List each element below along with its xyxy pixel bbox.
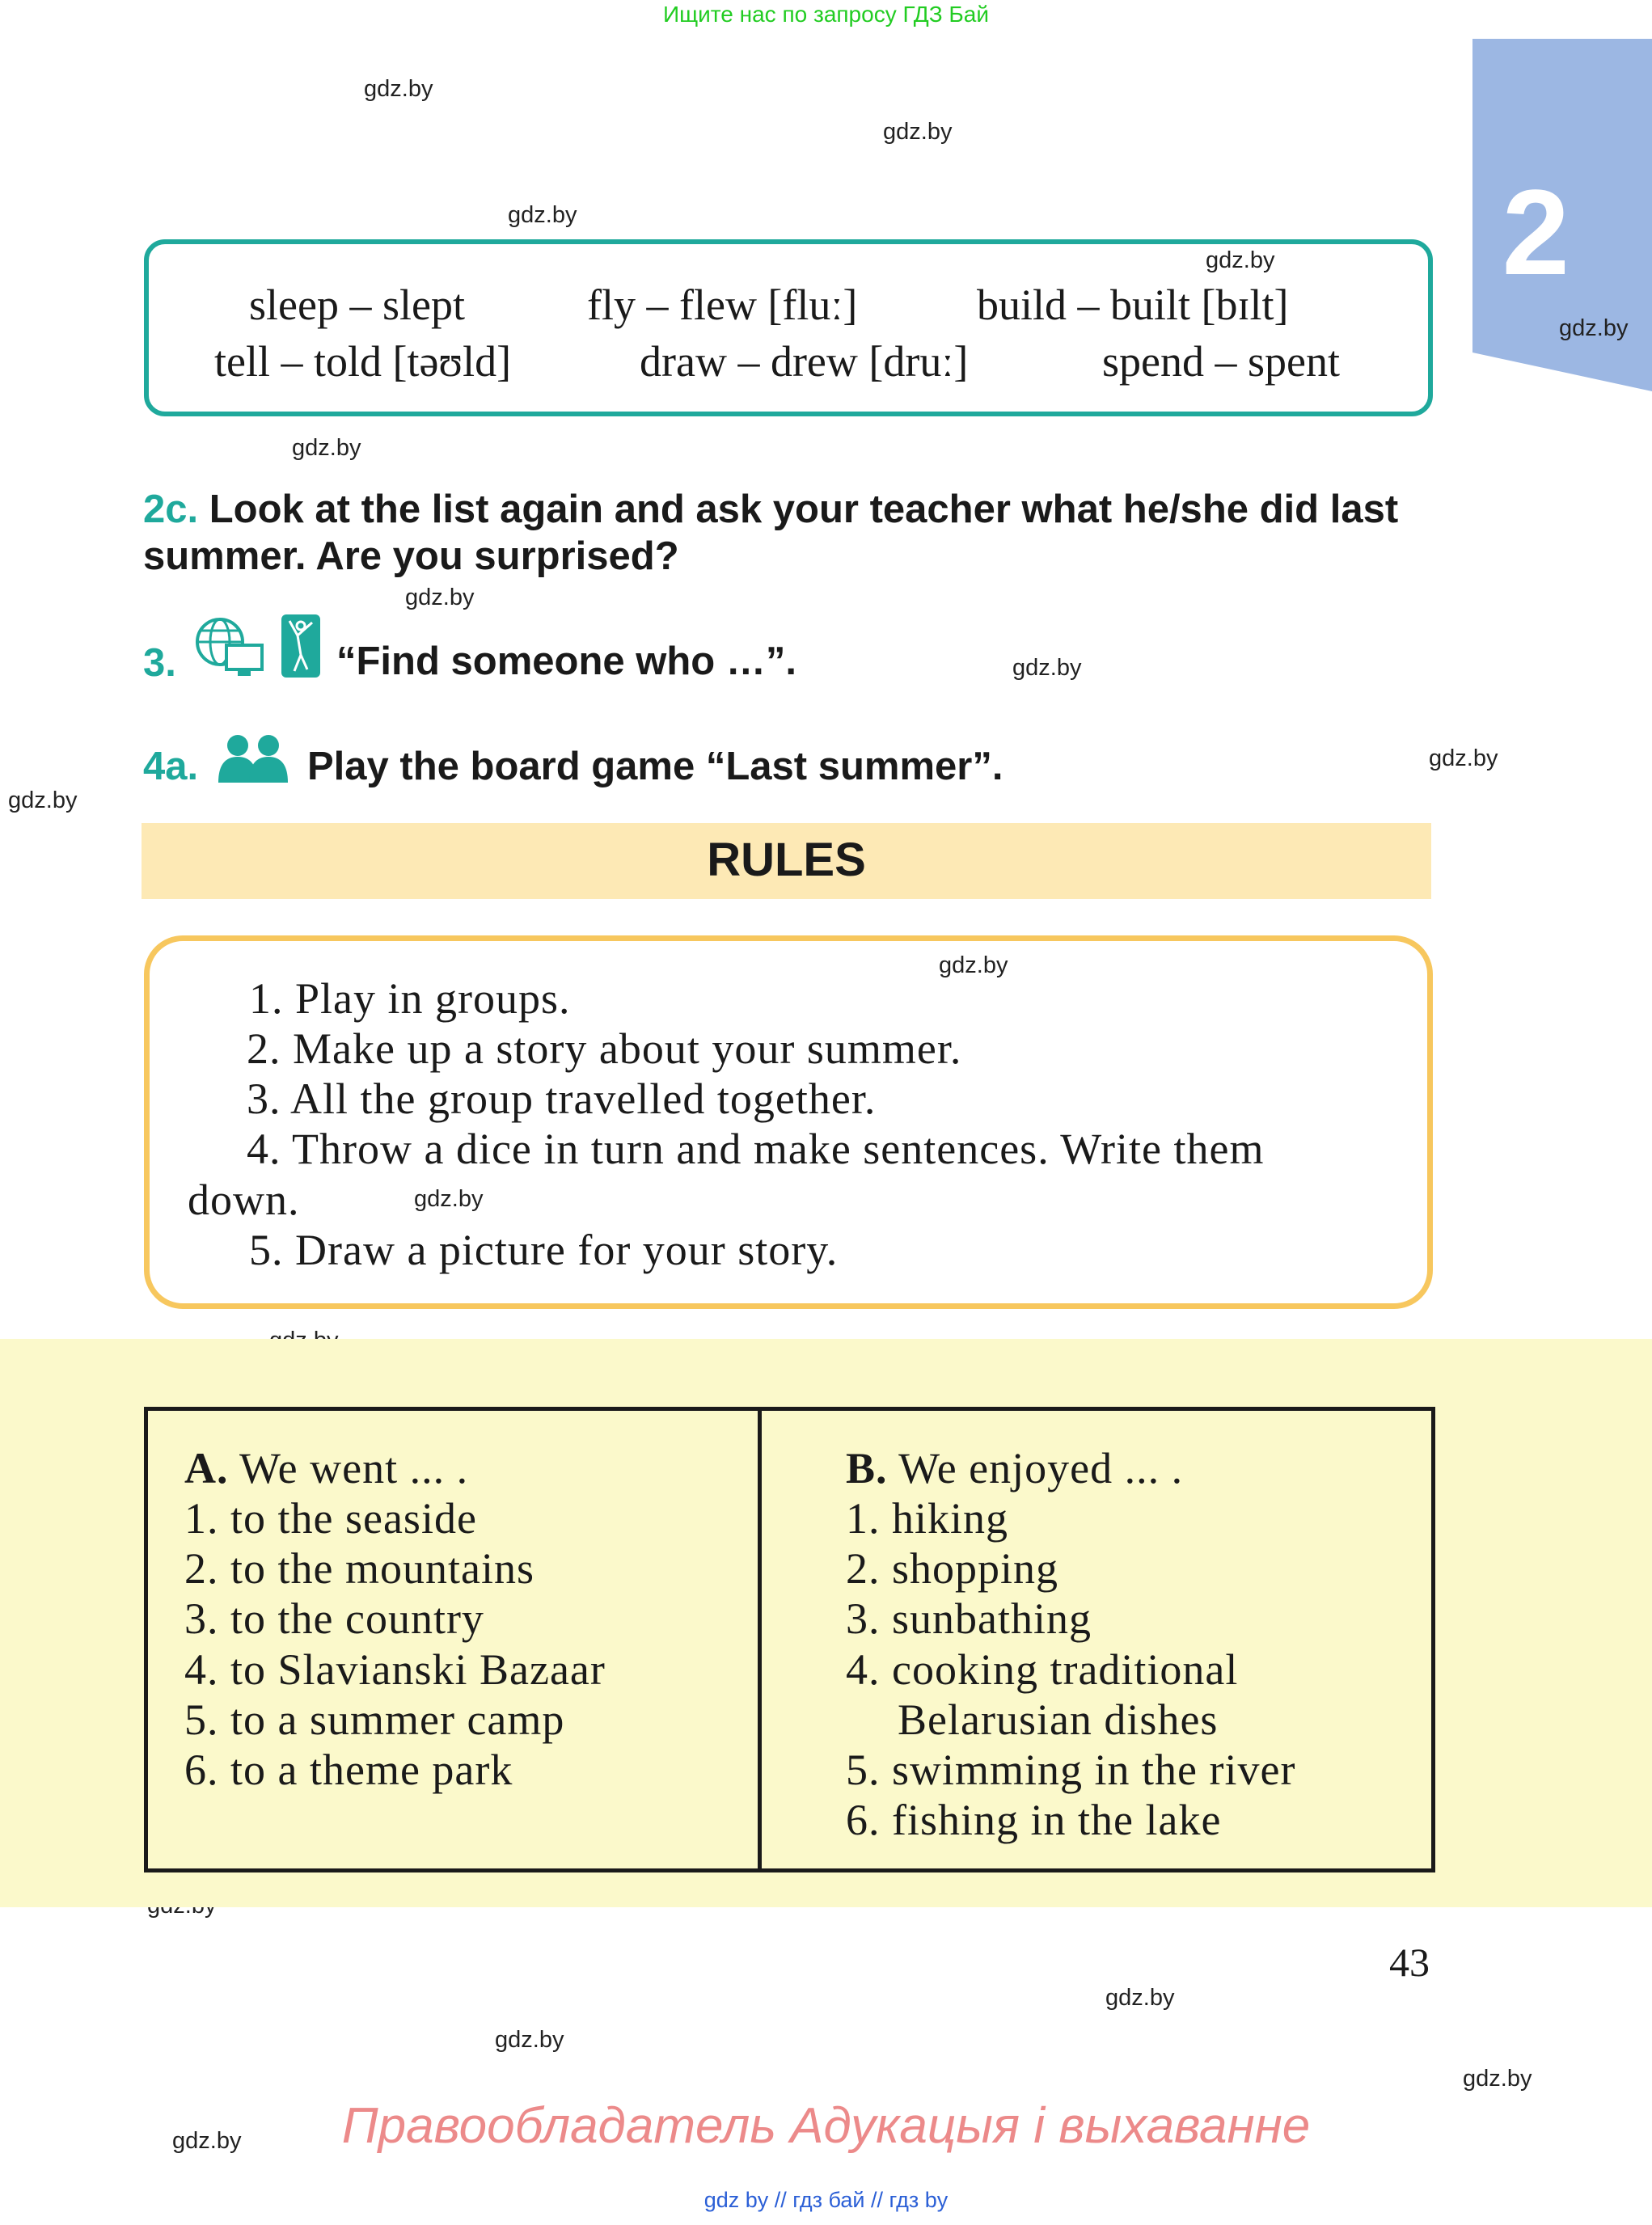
watermark: gdz.by [495,2027,564,2053]
watermark: gdz.by [508,202,577,228]
person-activity-icon [281,614,320,678]
rule-item: down. [188,1176,300,1224]
watermark: gdz.by [292,435,361,461]
watermark: gdz.by [1012,655,1082,681]
task-3-text: “Find someone who …”. [336,640,796,683]
table-divider [758,1407,762,1872]
task-2c-line1 [143,487,1398,532]
verb-pair: sleep – slept [249,281,465,329]
column-a-header: A. We went ... . [184,1444,469,1492]
column-b-item: 4. cooking traditional [846,1645,1239,1694]
task-text: Look at the list again and ask your teacher what he/she did last [209,488,1399,531]
unit-number: 2 [1502,164,1570,300]
footer-links[interactable]: gdz by // гдз бай // гдз by [703,2188,949,2212]
watermark: gdz.by [8,787,78,813]
pair-work-icon [217,733,289,784]
copyright-notice: Правообладатель Адукацыя і выхаванне [341,2098,1311,2154]
rules-title: RULES [707,834,866,886]
column-a-item: 1. to the seaside [184,1494,477,1543]
column-b-item: 6. fishing in the lake [846,1796,1222,1844]
watermark: gdz.by [364,76,433,102]
rule-item: 4. Throw a dice in turn and make sentences. Write them [247,1125,1265,1173]
watermark: gdz.by [1463,2066,1532,2092]
rule-item: 2. Make up a story about your summer. [247,1024,962,1073]
task-4a-text: Play the board game “Last summer”. [307,745,1003,788]
column-b-item: 1. hiking [846,1494,1009,1543]
rule-item: 5. Draw a picture for your story. [249,1226,839,1274]
verb-pair: tell – told [təʊld] [214,337,512,386]
column-b-item: 3. sunbathing [846,1594,1092,1643]
verb-pair: build – built [bɪlt] [977,281,1289,329]
watermark: gdz.by [1105,1985,1175,2011]
verb-pair: fly – flew [fluː] [587,281,858,329]
watermark: gdz.by [1559,315,1629,341]
column-a-item: 6. to a theme park [184,1746,513,1794]
watermark: gdz.by [883,119,953,145]
page-number: 43 [1389,1940,1430,1985]
watermark: gdz.by [405,585,475,610]
watermark: gdz.by [414,1186,484,1212]
column-a-item: 2. to the mountains [184,1544,534,1593]
column-b-item: 2. shopping [846,1544,1059,1593]
watermark: gdz.by [939,952,1008,978]
watermark: gdz.by [172,2128,242,2154]
watermark: gdz.by [1206,247,1275,273]
column-b-item: 5. swimming in the river [846,1746,1296,1794]
verb-pair: spend – spent [1102,337,1340,386]
task-number: 2c. [143,488,199,531]
irregular-verbs-box [144,239,1433,416]
watermark: gdz.by [1429,745,1498,771]
column-b-item: Belarusian dishes [898,1695,1219,1744]
column-a-item: 4. to Slavianski Bazaar [184,1645,606,1694]
task-3-number: 3. [143,641,176,685]
column-a-item: 3. to the country [184,1594,484,1643]
globe-computer-icon [192,614,265,679]
rule-item: 1. Play in groups. [249,974,571,1023]
task-2c-line2: summer. Are you surprised? [143,534,679,578]
rule-item: 3. All the group travelled together. [247,1075,877,1123]
verb-pair: draw – drew [druː] [640,337,969,386]
column-a-item: 5. to a summer camp [184,1695,565,1744]
top-banner: Ищите нас по запросу ГДЗ Бай [662,2,990,27]
column-b-header: B. We enjoyed ... . [846,1444,1184,1492]
task-4a-number: 4a. [143,745,199,788]
